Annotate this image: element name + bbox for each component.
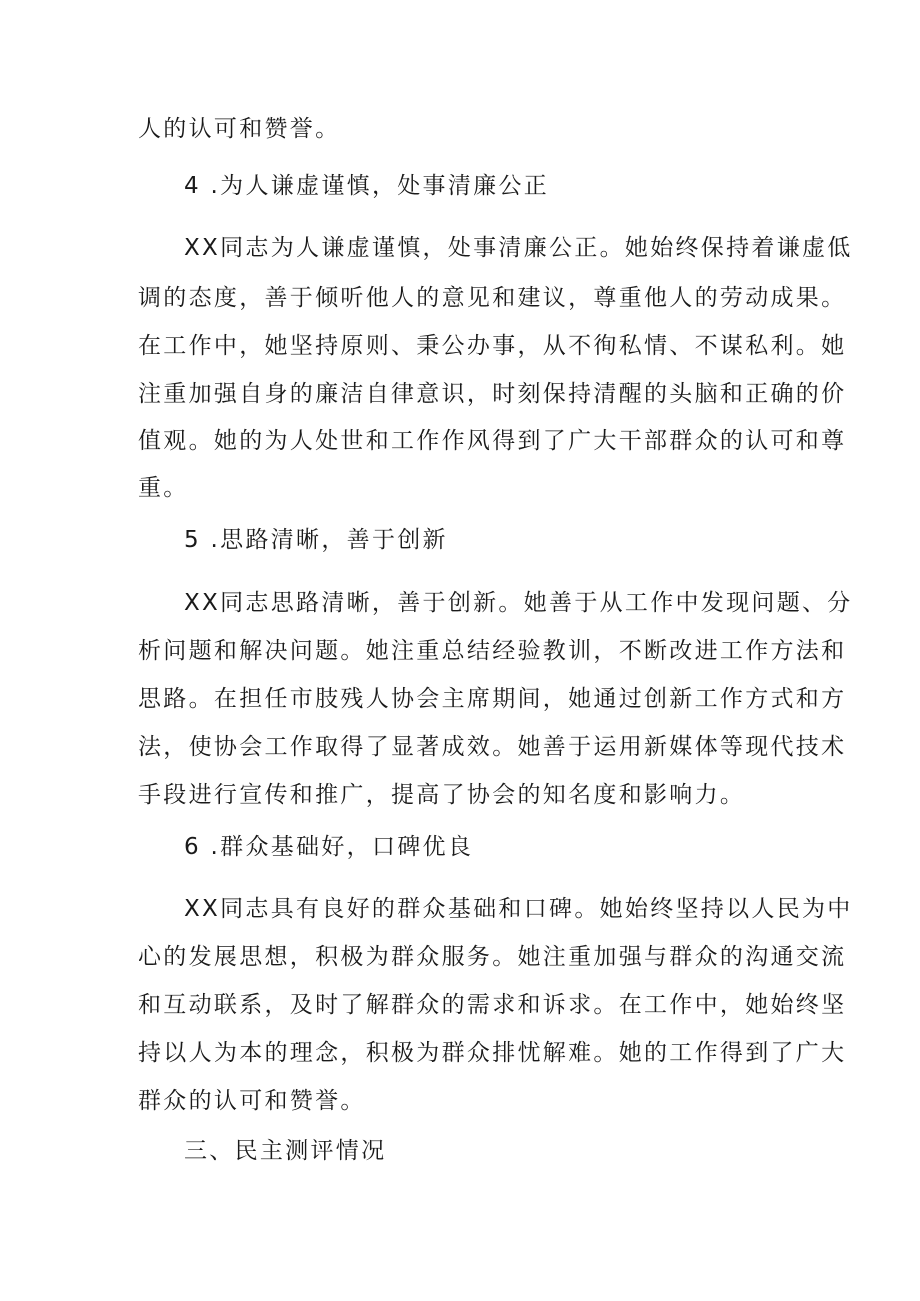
- section-heading-6: 6 .群众基础好，口碑优良: [184, 834, 474, 860]
- section-heading-5: 5 .思路清晰，善于创新: [184, 527, 448, 553]
- paragraph-line: 注重加强自身的廉洁自律意识，时刻保持清醒的头脑和正确的价: [138, 381, 847, 407]
- paragraph-line: 法，使协会工作取得了显著成效。她善于运用新媒体等现代技术: [138, 734, 847, 760]
- paragraph-line: 重。: [138, 475, 189, 501]
- paragraph-line: 思路。在担任市肢残人协会主席期间，她通过创新工作方式和方: [138, 686, 847, 712]
- paragraph-line: 值观。她的为人处世和工作作风得到了广大干部群众的认可和尊: [138, 428, 847, 454]
- paragraph-line: 持以人为本的理念，积极为群众排忧解难。她的工作得到了广大: [138, 1040, 847, 1066]
- paragraph-line: 群众的认可和赞誉。: [138, 1088, 366, 1114]
- section-heading-4: 4 .为人谦虚谨慎，处事清廉公正: [184, 173, 550, 199]
- paragraph-line: XX同志具有良好的群众基础和口碑。她始终坚持以人民为中: [184, 896, 853, 922]
- paragraph-line: XX同志为人谦虚谨慎，处事清廉公正。她始终保持着谦虚低: [184, 235, 853, 261]
- paragraph-line: 手段进行宣传和推广，提高了协会的知名度和影响力。: [138, 782, 746, 808]
- paragraph-line: 析问题和解决问题。她注重总结经验教训，不断改进工作方法和: [138, 638, 847, 664]
- continuation-line: 人的认可和赞誉。: [138, 116, 341, 142]
- paragraph-line: XX同志思路清晰，善于创新。她善于从工作中发现问题、分: [184, 590, 853, 616]
- paragraph-line: 调的态度，善于倾听他人的意见和建议，尊重他人的劳动成果。: [138, 285, 847, 311]
- paragraph-line: 心的发展思想，积极为群众服务。她注重加强与群众的沟通交流: [138, 944, 847, 970]
- section-title-democratic-evaluation: 三、民主测评情况: [184, 1138, 387, 1164]
- paragraph-line: 和互动联系，及时了解群众的需求和诉求。在工作中，她始终坚: [138, 992, 847, 1018]
- paragraph-line: 在工作中，她坚持原则、秉公办事，从不徇私情、不谋私利。她: [138, 333, 847, 359]
